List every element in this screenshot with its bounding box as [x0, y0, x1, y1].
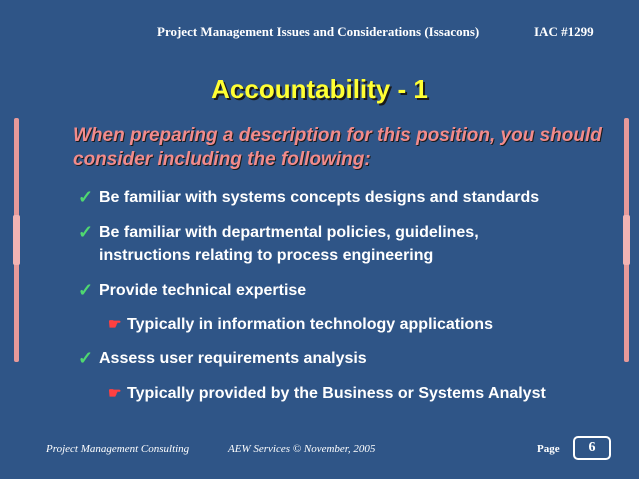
bullet-text: Be familiar with systems concepts designs and standards	[99, 189, 540, 206]
sub-bullet-item	[108, 313, 607, 336]
slide-footer	[0, 443, 639, 463]
bullet-item	[78, 279, 609, 302]
header-code: IAC #1299	[534, 24, 594, 39]
pointing-hand-icon: ☛	[108, 385, 122, 402]
bullet-text: Provide technical expertise	[99, 282, 307, 299]
page-number-box: 6	[573, 436, 611, 460]
header-title: Project Management Issues and Considerations (Issacons)	[157, 24, 480, 39]
bullet-item	[78, 347, 609, 370]
check-mark-icon: ✓	[78, 187, 94, 207]
page-label: Page	[537, 443, 560, 455]
sub-bullet-item	[108, 382, 617, 405]
sub-bullet-text: Typically provided by the Business or Systems Analyst	[127, 385, 546, 402]
intro-text: When preparing a description for this position, you should consider including the following:	[73, 125, 602, 170]
bullet-text: Be familiar with departmental policies, guidelines, instructions relating to process engineering	[99, 224, 479, 264]
check-mark-icon: ✓	[78, 280, 94, 300]
bullet-item	[78, 221, 569, 267]
sub-bullet-text: Typically in information technology applications	[127, 316, 493, 333]
bullet-text: Assess user requirements analysis	[99, 350, 367, 367]
slide-title: Accountability - 1	[211, 74, 428, 104]
right-decorative-bar	[624, 118, 629, 362]
footer-copyright: AEW Services © November, 2005	[228, 443, 376, 455]
slide-header	[0, 24, 639, 42]
left-decorative-bar	[14, 118, 19, 362]
footer-company: Project Management Consulting	[46, 443, 190, 455]
pointing-hand-icon: ☛	[108, 316, 122, 333]
bullet-item	[78, 186, 609, 209]
check-mark-icon: ✓	[78, 348, 94, 368]
check-mark-icon: ✓	[78, 222, 94, 242]
